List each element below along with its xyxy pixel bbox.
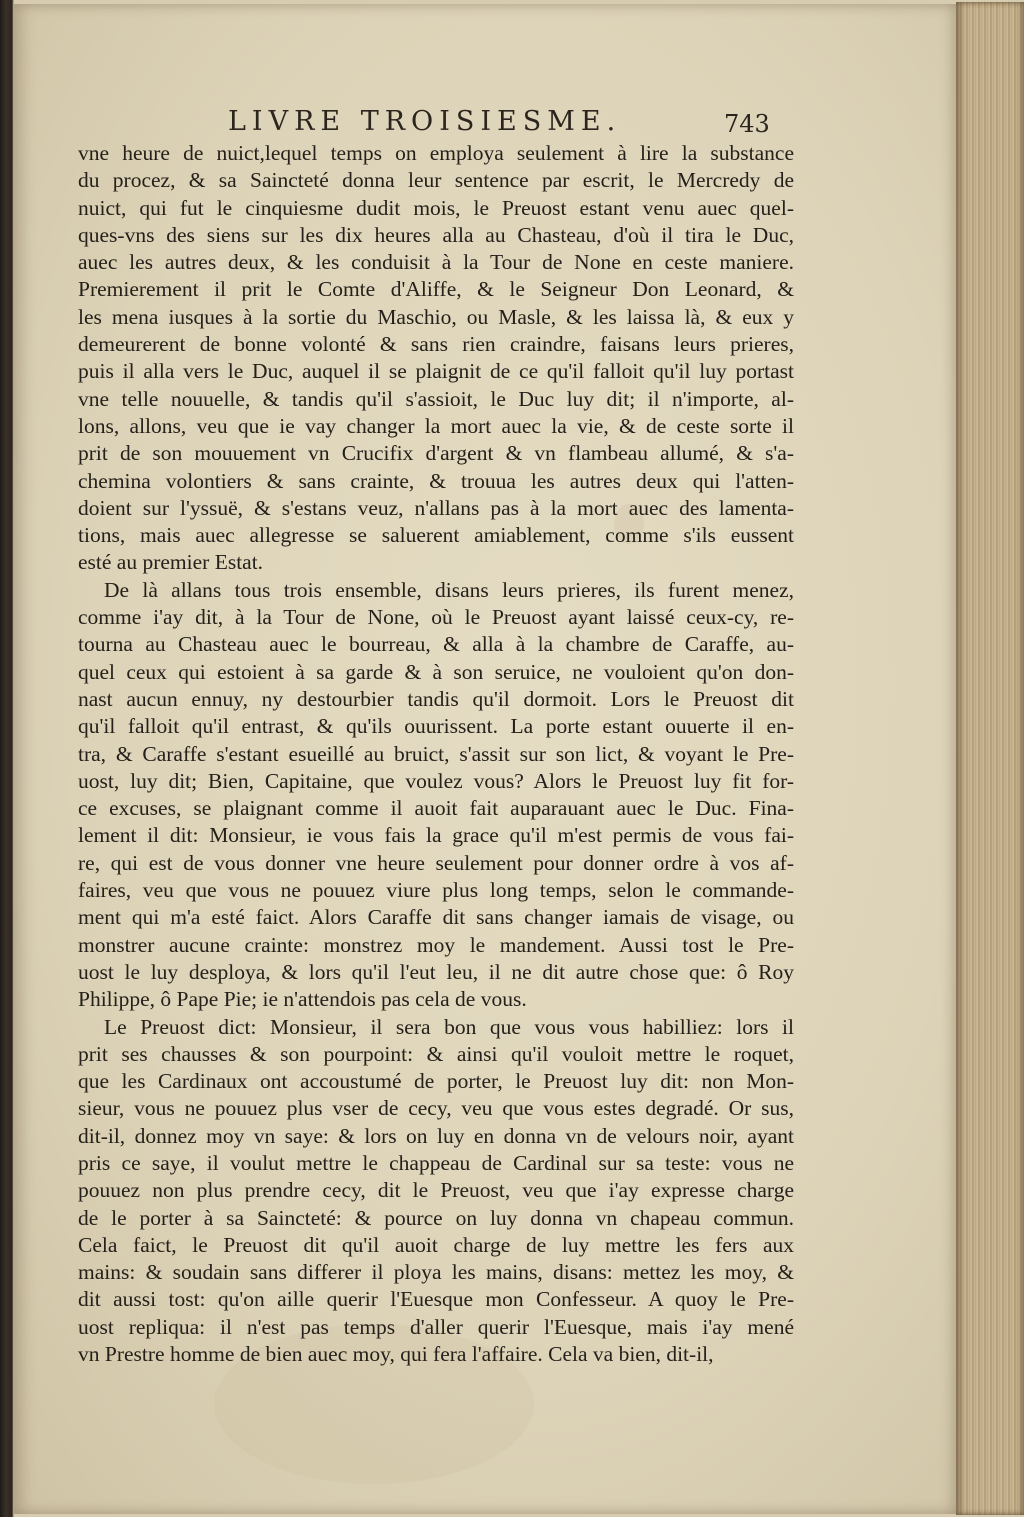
paragraph [78,1014,794,1369]
text-line: qu'il falloit qu'il entrast, & qu'ils ouurissent. La porte estant ouuerte il en- [78,714,794,739]
text-line: tions, mais auec allegresse se saluerent amiablement, comme s'ils eussent [78,523,794,548]
text-line: vn Prestre homme de bien auec moy, qui fera l'affaire. Cela va bien, dit-il, [78,1342,714,1367]
text-line: uost le luy desploya, & lors qu'il l'eut leu, il ne dit autre chose que: ô Roy [78,959,794,984]
text-line: tourna au Chasteau auec le bourreau, & alla à la chambre de Caraffe, au- [78,632,794,657]
text-line: lement il dit: Monsieur, ie vous fais la grace qu'il m'est permis de vous fai- [78,823,794,848]
text-line: pris ce saye, il voulut mettre le chappeau de Cardinal sur sa teste: vous ne [78,1150,794,1175]
text-line: prit de son mouuement vn Crucifix d'argent & vn flambeau allumé, & s'a- [78,441,794,466]
text-line: auec les autres deux, & les conduisit à la Tour de None en ceste maniere. [78,250,794,275]
text-line: dit aussi tost: qu'on aille querir l'Euesque mon Confesseur. A quoy le Pre- [78,1287,794,1312]
text-line: du procez, & sa Saincteté donna leur sentence par escrit, le Mercredy de [78,168,794,193]
body-text [78,140,794,1368]
text-line: tra, & Caraffe s'estant esueillé au bruict, s'assit sur son lict, & voyant le Pre- [78,741,794,766]
text-line: pouuez non plus prendre cecy, dit le Preuost, veu que i'ay expresse charge [78,1178,794,1203]
text-line: quel ceux qui estoient à sa garde & à son seruice, ne vouloient qu'on don- [78,659,794,684]
text-line: mains: & soudain sans differer il ploya les mains, disans: mettez les moy, & [78,1260,794,1285]
page-number: 743 [724,110,770,138]
book-fore-edge [956,2,1024,1515]
text-line: ques-vns des siens sur les dix heures alla au Chasteau, d'où il tira le Duc, [78,222,794,247]
text-line: que les Cardinaux ont accoustumé de porter, le Preuost luy dit: non Mon- [78,1069,794,1094]
text-line: Premierement il prit le Comte d'Aliffe, & le Seigneur Don Leonard, & [78,277,794,302]
running-title: LIVRE TROISIESME. [228,106,622,137]
text-line: vne telle nouuelle, & tandis qu'il s'assioit, le Duc luy dit; il n'importe, al- [78,386,794,411]
text-line: les mena iusques à la sortie du Maschio, ou Masle, & les laissa là, & eux y [78,304,794,329]
text-line: ce excuses, se plaignant comme il auoit fait auparauant auec le Duc. Fina- [78,796,794,821]
text-line: uost repliqua: il n'est pas temps d'aller querir l'Euesque, mais i'ay mené [78,1314,794,1339]
text-line: sieur, vous ne pouuez plus vser de cecy, veu que vous estes degradé. Or sus, [78,1096,794,1121]
text-line: esté au premier Estat. [78,550,264,575]
text-line: prit ses chausses & son pourpoint: & ainsi qu'il vouloit mettre le roquet, [78,1041,794,1066]
text-line: De là allans tous trois ensemble, disans leurs prieres, ils furent menez, [104,577,794,602]
text-line: uost, luy dit; Bien, Capitaine, que voulez vous? Alors le Preuost luy fit for- [78,768,794,793]
book-page [14,4,956,1514]
text-line: ment qui m'a esté faict. Alors Caraffe dit sans changer iamais de visage, ou [78,905,794,930]
text-line: comme i'ay dit, à la Tour de None, où le Preuost ayant laissé ceux-cy, re- [78,605,794,630]
text-line: nuict, qui fut le cinquiesme dudit mois, le Preuost estant venu auec quel- [78,195,794,220]
text-line: lons, allons, veu que ie vay changer la mort auec la vie, & de ceste sorte il [78,413,794,438]
text-line: puis il alla vers le Duc, auquel il se plaignit de ce qu'il falloit qu'il luy portast [78,359,794,384]
text-line: Philippe, ô Pape Pie; ie n'attendois pas cela de vous. [78,987,527,1012]
text-line: de le porter à sa Saincteté: & pource on luy donna vn chapeau commun. [78,1205,794,1230]
text-line: dit-il, donnez moy vn saye: & lors on luy en donna vn de velours noir, ayant [78,1123,794,1148]
text-line: nast aucun ennuy, ny destourbier tandis qu'il dormoit. Lors le Preuost dit [78,686,794,711]
text-line: demeurerent de bonne volonté & sans rien craindre, faisans leurs prieres, [78,332,794,357]
paragraph [78,140,794,577]
text-line: Cela faict, le Preuost dit qu'il auoit charge de luy mettre les fers aux [78,1232,794,1257]
text-line: doient sur l'yssuë, & s'estans veuz, n'allans pas à la mort auec des lamenta- [78,495,794,520]
paragraph [78,577,794,1014]
text-line: vne heure de nuict,lequel temps on employa seulement à lire la substance [78,141,794,165]
text-line: Le Preuost dict: Monsieur, il sera bon que vous vous habilliez: lors il [104,1014,794,1039]
running-head [14,102,956,142]
text-line: re, qui est de vous donner vne heure seulement pour donner ordre à vos af- [78,850,794,875]
text-line: faires, veu que vous ne pouuez viure plus long temps, selon le commande- [78,878,794,903]
text-line: monstrer aucune crainte: monstrez moy le mandement. Aussi tost le Pre- [78,932,794,957]
text-line: chemina volontiers & sans crainte, & trouua les autres deux qui l'atten- [78,468,794,493]
